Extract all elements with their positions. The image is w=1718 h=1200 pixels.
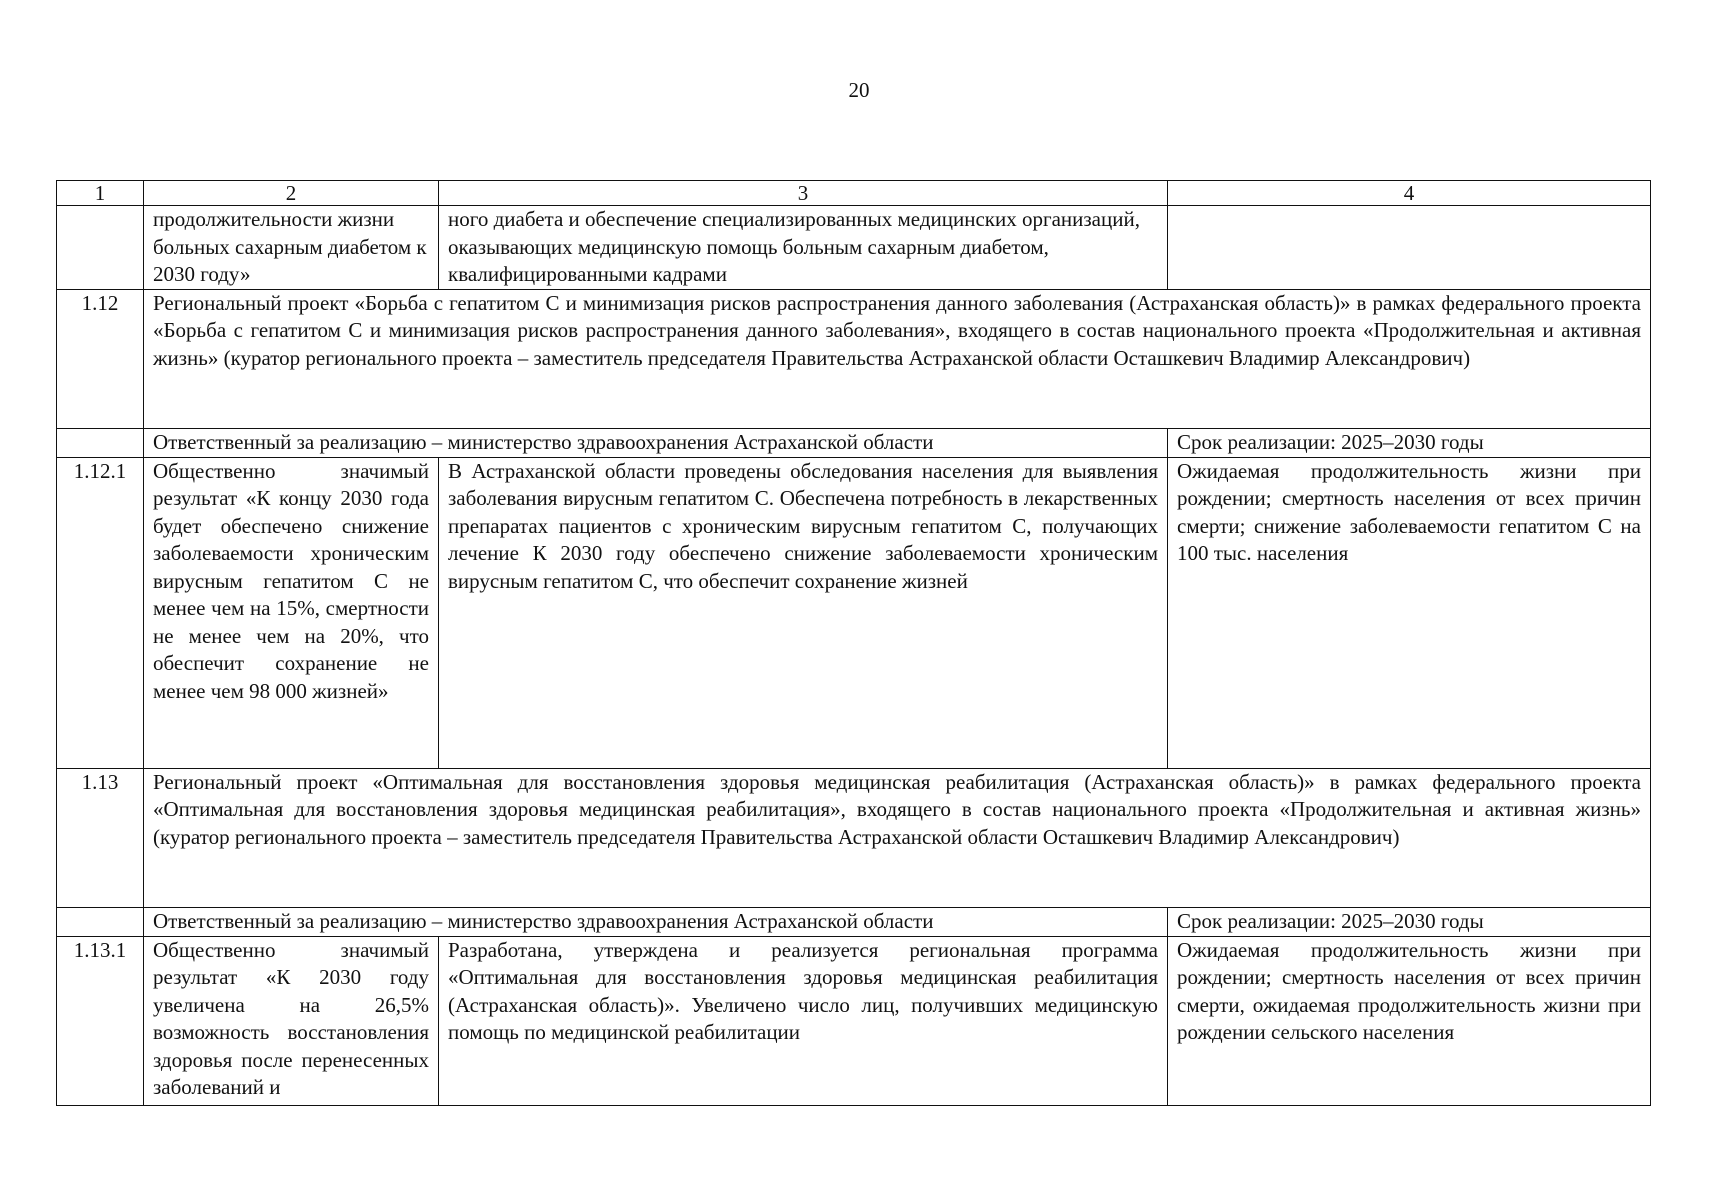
section-title: Региональный проект «Оптимальная для восстановления здоровья медицинская реабилитация (Астраханская область)» в рамках федерального проекта «Оптимальная для восстановления здоровья медицинская реабилитация», входящего в состав национального проекта «Продолжительная и активная жизнь» (куратор регионального проекта – заместитель председателя Правительства Астраханской области Осташкевич Владимир Александрович) — [144, 768, 1651, 907]
description-cell: Разработана, утверждена и реализуется региональная программа «Оптимальная для восстановления здоровья медицинская реабилитация (Астраханская область)». Увеличено число лиц, получивших медицинскую помощь по медицинской реабилитации — [439, 936, 1168, 1105]
responsible-num-cell — [57, 907, 144, 936]
cont-indicators-cell — [1168, 206, 1651, 290]
term-text: Срок реализации: 2025–2030 годы — [1168, 428, 1651, 457]
term-text: Срок реализации: 2025–2030 годы — [1168, 907, 1651, 936]
header-cell-2: 2 — [144, 181, 439, 206]
row-number: 1.13.1 — [57, 936, 144, 1105]
table-row-section-1-13 — [57, 768, 1651, 907]
table-header-row — [57, 181, 1651, 206]
table-row-responsible-1-13 — [57, 907, 1651, 936]
table-row-1-13-1 — [57, 936, 1651, 1105]
header-cell-1: 1 — [57, 181, 144, 206]
section-number: 1.13 — [57, 768, 144, 907]
cont-result-cell: продолжительности жизни больных сахарным диабетом к 2030 году» — [144, 206, 439, 290]
responsible-text: Ответственный за реализацию – министерство здравоохранения Астраханской области — [144, 907, 1168, 936]
table-row-section-1-12 — [57, 289, 1651, 428]
description-cell: В Астраханской области проведены обследования населения для выявления заболевания вирусным гепатитом С. Обеспечена потребность в лекарственных препаратах пациентов с хроническим вирусным гепатитом С, получающих лечение К 2030 году обеспечено снижение заболеваемости хроническим вирусным гепатитом С, что обеспечит сохранение жизней — [439, 457, 1168, 768]
header-cell-3: 3 — [439, 181, 1168, 206]
table-row-responsible-1-12 — [57, 428, 1651, 457]
indicators-cell: Ожидаемая продолжительность жизни при рождении; смертность населения от всех причин смерти; снижение заболеваемости гепатитом С на 100 тыс. населения — [1168, 457, 1651, 768]
page-number: 20 — [848, 78, 870, 102]
result-cell: Общественно значимый результат «К 2030 году увеличена на 26,5% возможность восстановления здоровья после перенесенных заболеваний и — [144, 936, 439, 1105]
header-cell-4: 4 — [1168, 181, 1651, 206]
result-cell: Общественно значимый результат «К концу 2030 года будет обеспечено снижение заболеваемости хроническим вирусным гепатитом С не менее чем на 15%, смертности не менее чем на 20%, что обеспечит сохранение не менее чем 98 000 жизней» — [144, 457, 439, 768]
responsible-num-cell — [57, 428, 144, 457]
cont-description-cell: ного диабета и обеспечение специализированных медицинских организаций, оказывающих медицинскую помощь больным сахарным диабетом, квалифицированными кадрами — [439, 206, 1168, 290]
table-row-continuation — [57, 206, 1651, 290]
section-number: 1.12 — [57, 289, 144, 428]
responsible-text: Ответственный за реализацию – министерство здравоохранения Астраханской области — [144, 428, 1168, 457]
row-number: 1.12.1 — [57, 457, 144, 768]
section-title: Региональный проект «Борьба с гепатитом С и минимизация рисков распространения данного заболевания (Астраханская область)» в рамках федерального проекта «Борьба с гепатитом С и минимизация рисков распространения данного заболевания», входящего в состав национального проекта «Продолжительная и активная жизнь» (куратор регионального проекта – заместитель председателя Правительства Астраханской области Осташкевич Владимир Александрович) — [144, 289, 1651, 428]
measures-table — [56, 180, 1651, 1106]
cont-num-cell — [57, 206, 144, 290]
indicators-cell: Ожидаемая продолжительность жизни при рождении; смертность населения от всех причин смерти, ожидаемая продолжительность жизни при рождении сельского населения — [1168, 936, 1651, 1105]
table-row-1-12-1 — [57, 457, 1651, 768]
